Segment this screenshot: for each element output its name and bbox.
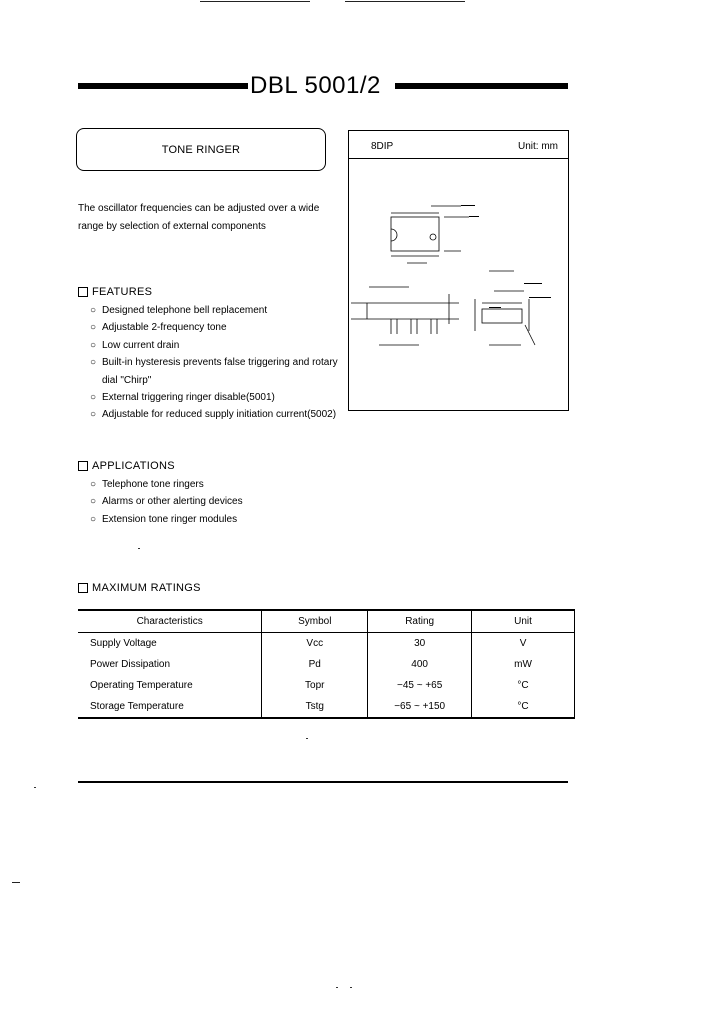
rating-cell: 400 (368, 654, 472, 675)
product-category-box (76, 128, 326, 171)
circle-bullet-icon: ○ (90, 479, 97, 490)
unit-cell: °C (472, 675, 575, 696)
list-item: ○ Alarms or other alerting devices (90, 493, 352, 510)
max-ratings-title: MAXIMUM RATINGS (92, 582, 201, 594)
package-side-view (351, 287, 459, 345)
circle-bullet-icon: ○ (90, 322, 97, 334)
scan-speck (350, 987, 352, 988)
list-item: ○ Telephone tone ringers (90, 476, 352, 493)
product-category: TONE RINGER (161, 143, 241, 156)
applications-list (90, 476, 352, 528)
circle-bullet-icon: ○ (90, 357, 97, 369)
characteristic-cell: Storage Temperature (78, 696, 262, 718)
max-ratings-heading (78, 582, 201, 594)
top-edge-line (345, 1, 465, 2)
table-row (78, 654, 575, 675)
applications-title: APPLICATIONS (92, 460, 175, 472)
scan-speck (12, 882, 20, 883)
scan-speck (34, 787, 36, 788)
package-unit: Unit: mm (518, 141, 558, 152)
table-row (78, 633, 575, 655)
symbol-cell: Pd (262, 654, 368, 675)
table-row (78, 696, 575, 718)
circle-bullet-icon: ○ (90, 496, 97, 508)
circle-bullet-icon: ○ (90, 409, 97, 421)
list-item: ○ Adjustable for reduced supply initiation current(5002) (90, 406, 352, 423)
symbol-cell: Tstg (262, 696, 368, 718)
header-bar-right (395, 83, 568, 89)
table-header-row (78, 610, 575, 633)
circle-bullet-icon: ○ (90, 392, 97, 404)
rating-cell: −45 ~ +65 (368, 675, 472, 696)
table-row (78, 675, 575, 696)
column-header: Rating (368, 610, 472, 633)
characteristic-cell: Power Dissipation (90, 659, 171, 670)
circle-bullet-icon: ○ (90, 305, 97, 316)
package-top-view (391, 206, 469, 263)
list-item: ○ Built-in hysteresis prevents false triggering and rotary dial "Chirp" (90, 354, 352, 389)
list-item: ○ External triggering ringer disable(5001) (90, 389, 352, 406)
unit-cell: mW (472, 654, 575, 675)
rating-cell: −65 ~ +150 (368, 696, 472, 718)
circle-bullet-icon: ○ (90, 513, 97, 525)
top-edge-line (200, 1, 310, 2)
characteristic-cell: Supply Voltage (90, 638, 157, 649)
max-ratings-table (78, 609, 575, 719)
circle-bullet-icon: ○ (90, 339, 97, 351)
features-list (90, 302, 352, 424)
scan-speck (306, 738, 308, 739)
package-end-view (475, 271, 535, 345)
bottom-rule (78, 781, 568, 783)
package-type: 8DIP (371, 141, 394, 152)
symbol-cell: Topr (262, 675, 368, 696)
part-number-title: DBL 5001/2 (250, 72, 381, 99)
rating-cell: 30 (368, 633, 472, 655)
header-bar-left (78, 83, 248, 89)
scan-speck (336, 987, 338, 988)
section-marker-icon (78, 287, 88, 297)
characteristic-cell: Operating Temperature (90, 680, 193, 691)
list-item: ○ Low current drain (90, 337, 352, 354)
list-item: ○ Extension tone ringer modules (90, 511, 352, 528)
applications-heading (78, 460, 175, 472)
package-header (349, 131, 568, 159)
list-item: ○ Designed telephone bell replacement (90, 302, 352, 319)
column-header: Unit (472, 610, 575, 633)
package-outline-panel (348, 130, 569, 411)
package-drawing (349, 159, 568, 410)
scan-speck (138, 548, 140, 549)
column-header: Characteristics (78, 610, 262, 633)
symbol-cell: Vcc (262, 633, 368, 655)
features-heading (78, 286, 152, 298)
section-marker-icon (78, 583, 88, 593)
features-title: FEATURES (92, 286, 153, 298)
list-item: ○ Adjustable 2-frequency tone (90, 319, 352, 336)
unit-cell: V (472, 633, 575, 655)
dimension-marks (461, 205, 551, 308)
section-marker-icon (78, 461, 88, 471)
column-header: Symbol (262, 610, 368, 633)
description-text: The oscillator frequencies can be adjusted over a wide range by selection of external components (78, 203, 320, 232)
unit-cell: °C (472, 696, 575, 718)
